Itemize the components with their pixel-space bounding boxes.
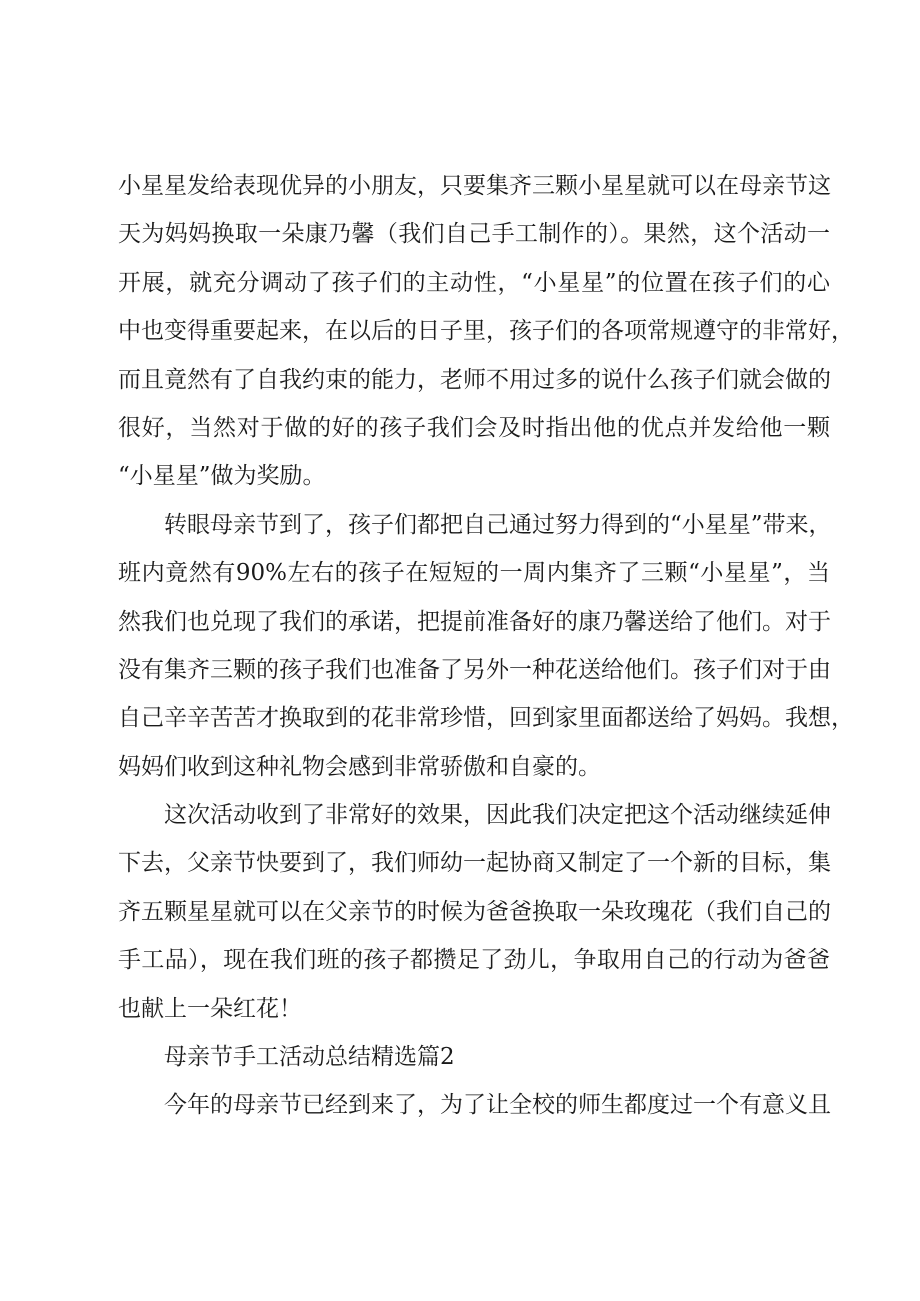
paragraph-1-line-5: 而且竟然有了自我约束的能力，老师不用过多的说什么孩子们就会做的 <box>118 366 831 393</box>
paragraph-3-line-1: 这次活动收到了非常好的效果，因此我们决定把这个活动继续延伸 <box>164 802 831 829</box>
paragraph-2-line-4: 没有集齐三颗的孩子我们也准备了另外一种花送给他们。孩子们对于由 <box>118 656 831 683</box>
paragraph-3-line-5: 也献上一朵红花！ <box>118 995 302 1022</box>
paragraph-2-line-3: 然我们也兑现了我们的承诺，把提前准备好的康乃馨送给了他们。对于 <box>118 608 831 635</box>
paragraph-1-line-4: 中也变得重要起来，在以后的日子里，孩子们的各项常规遵守的非常好， <box>118 318 854 345</box>
document-body <box>118 162 854 1130</box>
section-heading: 母亲节手工活动总结精选篇2 <box>164 1044 455 1071</box>
paragraph-3-line-4: 手工品），现在我们班的孩子都攒足了劲儿，争取用自己的行动为爸爸 <box>118 947 830 974</box>
paragraph-2-line-2: 班内竟然有90%左右的孩子在短短的一周内集齐了三颗“小星星”，当 <box>118 560 830 587</box>
paragraph-1-line-1: 小星星发给表现优异的小朋友，只要集齐三颗小星星就可以在母亲节这 <box>118 173 831 199</box>
paragraph-2-line-6: 妈妈们收到这种礼物会感到非常骄傲和自豪的。 <box>118 753 601 780</box>
paragraph-3-line-2: 下去，父亲节快要到了，我们师幼一起协商又制定了一个新的目标，集 <box>118 850 831 877</box>
paragraph-4-line-1: 今年的母亲节已经到来了，为了让全校的师生都度过一个有意义且 <box>164 1092 831 1119</box>
paragraph-1-line-7: “小星星”做为奖励。 <box>118 463 326 490</box>
paragraph-1-line-3: 开展，就充分调动了孩子们的主动性，“小星星”的位置在孩子们的心 <box>118 269 830 296</box>
paragraph-3-line-3: 齐五颗星星就可以在父亲节的时候为爸爸换取一朵玫瑰花（我们自己的 <box>118 898 831 925</box>
paragraph-2-line-5: 自己辛辛苦苦才换取到的花非常珍惜，回到家里面都送给了妈妈。我想， <box>118 705 854 732</box>
paragraph-1-line-2: 天为妈妈换取一朵康乃馨（我们自己手工制作的）。果然，这个活动一 <box>118 221 830 248</box>
paragraph-1-line-6: 很好，当然对于做的好的孩子我们会及时指出他的优点并发给他一颗 <box>118 414 830 441</box>
paragraph-2-line-1: 转眼母亲节到了，孩子们都把自己通过努力得到的“小星星”带来， <box>164 511 832 538</box>
